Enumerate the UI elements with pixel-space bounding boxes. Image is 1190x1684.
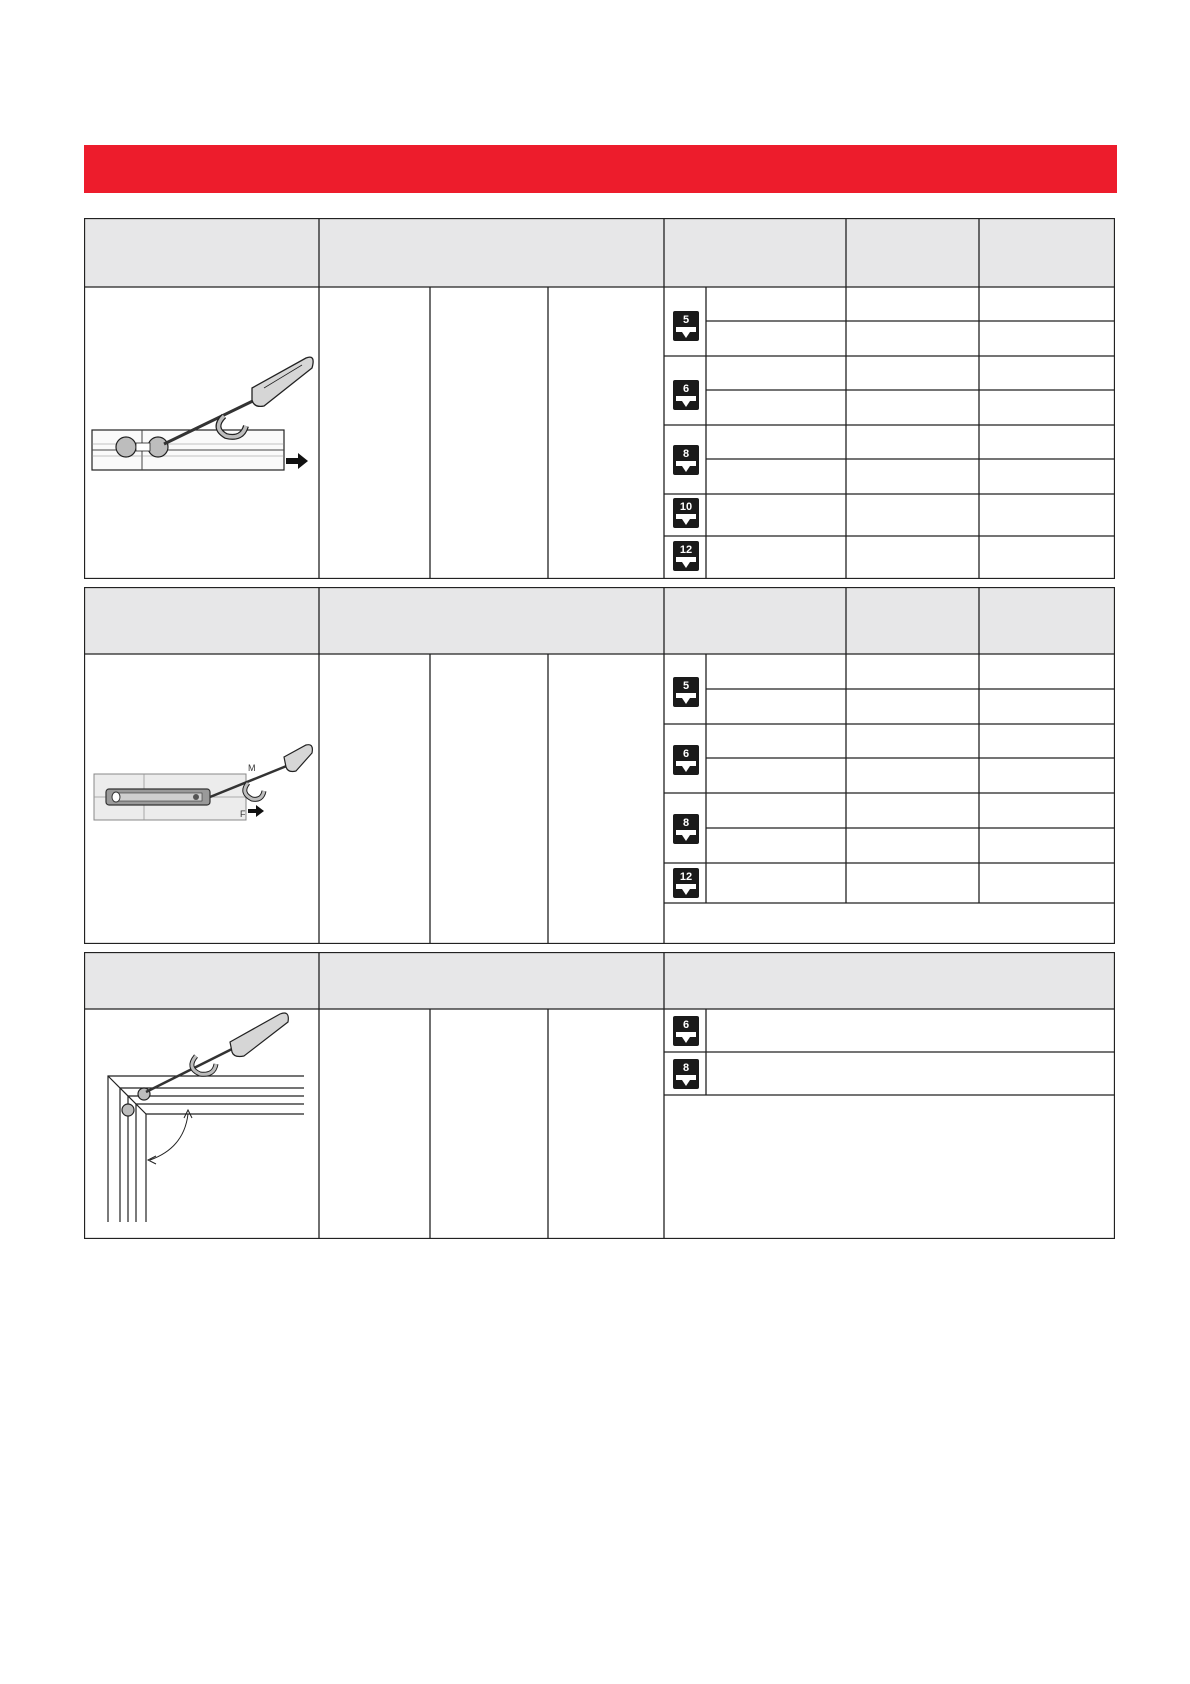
svg-text:8: 8 bbox=[682, 448, 690, 460]
svg-text:M: M bbox=[248, 763, 256, 773]
svg-text:F: F bbox=[240, 809, 246, 819]
svg-text:6: 6 bbox=[682, 383, 690, 395]
spec-table-3 bbox=[84, 952, 1115, 1239]
size-badge-8-icon bbox=[673, 445, 699, 475]
size-badge-6-icon bbox=[673, 745, 699, 775]
spec-table-1 bbox=[84, 218, 1115, 579]
size-badge-12-icon bbox=[673, 541, 699, 571]
size-badge-5-icon bbox=[673, 677, 699, 707]
svg-text:12: 12 bbox=[679, 871, 693, 883]
title-banner bbox=[84, 145, 1117, 193]
screwdriver-tightening-slot-connector-icon bbox=[94, 745, 312, 820]
spec-table-2 bbox=[84, 587, 1115, 944]
table-header-row bbox=[84, 218, 1115, 287]
size-badge-12-icon bbox=[673, 868, 699, 898]
screwdriver-corner-joint-icon bbox=[108, 1013, 304, 1222]
size-badge-10-icon bbox=[673, 498, 699, 528]
svg-text:5: 5 bbox=[682, 680, 690, 692]
table-header-row bbox=[84, 587, 1115, 654]
table-header-row bbox=[84, 952, 1115, 1009]
svg-text:6: 6 bbox=[682, 748, 690, 760]
screwdriver-turning-connector-icon bbox=[92, 357, 313, 470]
svg-text:8: 8 bbox=[682, 1062, 690, 1074]
svg-text:5: 5 bbox=[682, 314, 690, 326]
size-badge-8-icon bbox=[673, 1059, 699, 1089]
size-badge-5-icon bbox=[673, 311, 699, 341]
svg-text:8: 8 bbox=[682, 817, 690, 829]
size-badge-6-icon bbox=[673, 1016, 699, 1046]
size-badge-6-icon bbox=[673, 380, 699, 410]
svg-text:10: 10 bbox=[679, 501, 693, 513]
svg-text:12: 12 bbox=[679, 544, 693, 556]
size-badge-8-icon bbox=[673, 814, 699, 844]
svg-text:6: 6 bbox=[682, 1019, 690, 1031]
